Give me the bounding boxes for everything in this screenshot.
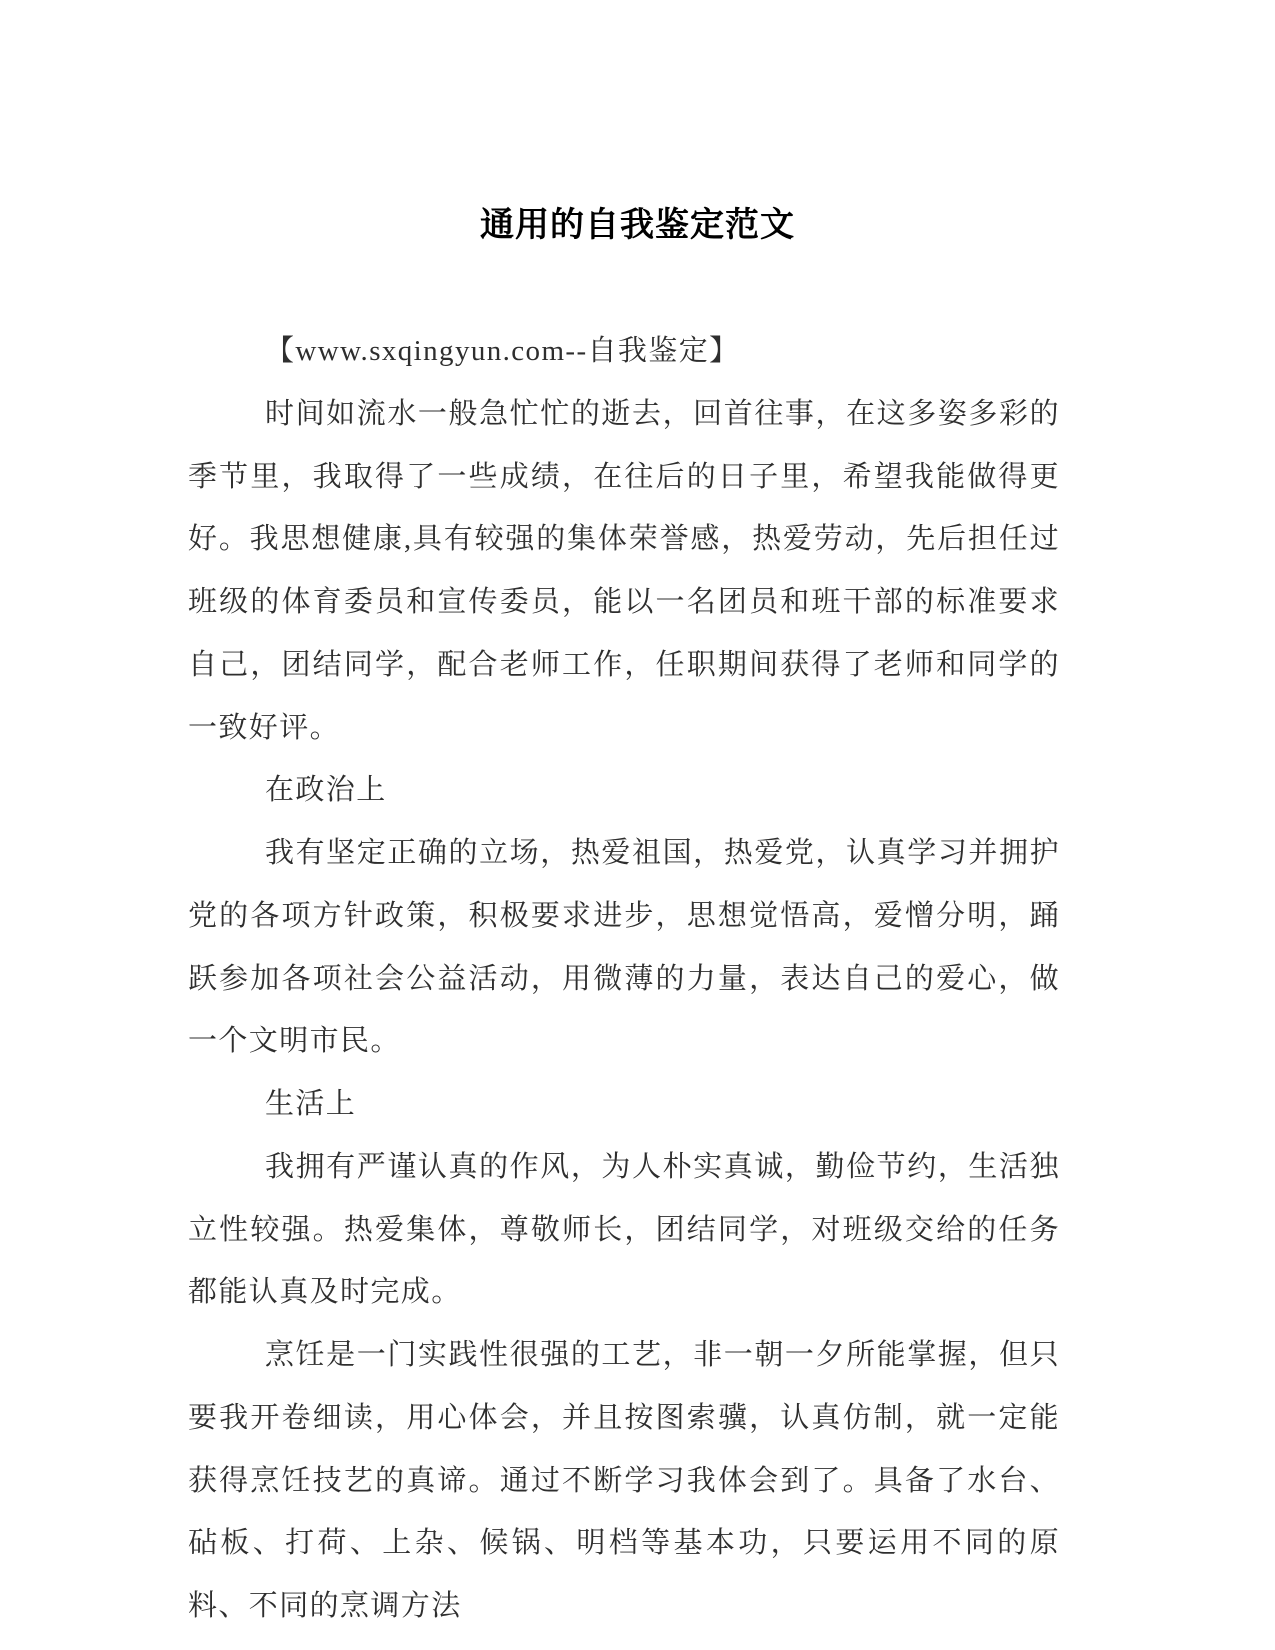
paragraph-intro: 时间如流水一般急忙忙的逝去，回首往事，在这多姿多彩的季节里，我取得了一些成绩，在往后的日子里，希望我能做得更好。我思想健康,具有较强的集体荣誉感，热爱劳动，先后担任过班级的体育委员和宣传委员，能以一名团员和班干部的标准要求自己，团结同学，配合老师工作，任职期间获得了老师和同学的一致好评。 xyxy=(188,397,1060,744)
source-line: 【www.sxqingyun.com--自我鉴定】 xyxy=(265,335,740,367)
paragraph-life: 我拥有严谨认真的作风，为人朴实真诚，勤俭节约，生活独立性较强。热爱集体，尊敬师长，团结同学，对班级交给的任务都能认真及时完成。 xyxy=(188,1150,1060,1309)
section-heading-life: 生活上 xyxy=(265,1088,357,1120)
paragraph-cooking: 烹饪是一门实践性很强的工艺，非一朝一夕所能掌握，但只要我开卷细读，用心体会，并且按图索骥，认真仿制，就一定能获得烹饪技艺的真谛。通过不断学习我体会到了。具备了水台、砧板、打荷、上杂、候锅、明档等基本功，只要运用不同的原料、不同的烹调方法 xyxy=(188,1339,1060,1622)
paragraph-politics: 我有坚定正确的立场，热爱祖国，热爱党，认真学习并拥护党的各项方针政策，积极要求进步，思想觉悟高，爱憎分明，踊跃参加各项社会公益活动，用微薄的力量，表达自己的爱心，做一个文明市民。 xyxy=(188,837,1060,1058)
section-heading-politics: 在政治上 xyxy=(265,774,387,807)
document-body xyxy=(188,320,1060,1638)
document-title: 通用的自我鉴定范文 xyxy=(480,206,795,244)
